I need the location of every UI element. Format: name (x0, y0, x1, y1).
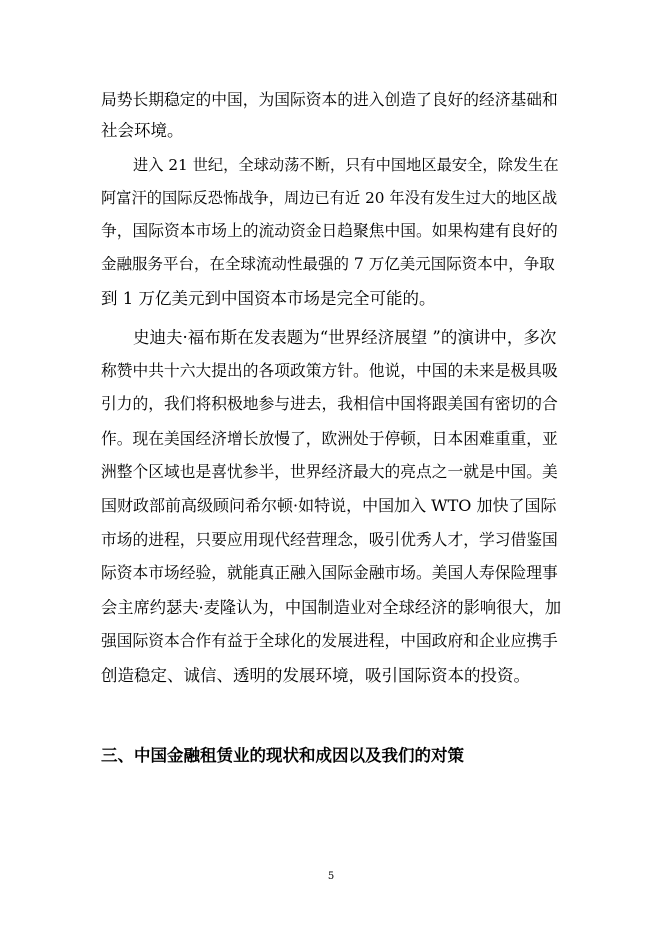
paragraph1-line-2: 社会环境。 (101, 121, 184, 140)
page-number: 5 (327, 871, 335, 882)
paragraph2-line-3: 争，国际资本市场上的流动资金日趋聚焦中国。如果构建有良好的 (101, 221, 558, 240)
paragraph2-line-5: 到 1 万亿美元到中国资本市场是完全可能的。 (101, 289, 436, 308)
paragraph2-line-4: 金融服务平台，在全球流动性最强的 7 万亿美元国际资本中，争取 (101, 255, 555, 273)
paragraph3-line-4: 作。现在美国经济增长放慢了，欧洲处于停顿，日本困难重重，亚 (101, 429, 558, 448)
paragraph3-line-1: 史迪夫·福布斯在发表题为“世界经济展望 ”的演讲中，多次 (133, 328, 557, 347)
paragraph3-line-7: 市场的进程，只要应用现代经营理念，吸引优秀人才，学习借鉴国 (101, 530, 558, 549)
paragraph3-line-6: 国财政部前高级顾问希尔顿·如特说，中国加入 WTO 加快了国际 (101, 496, 557, 515)
paragraph3-line-11: 创造稳定、诚信、透明的发展环境，吸引国际资本的投资。 (101, 666, 530, 685)
paragraph3-line-9: 会主席约瑟夫·麦隆认为，中国制造业对全球经济的影响很大，加 (101, 598, 562, 617)
paragraph3-line-8: 际资本市场经验，就能真正融入国际金融市场。美国人寿保险理事 (101, 563, 558, 582)
paragraph3-line-10: 强国际资本合作有益于全球化的发展进程，中国政府和企业应携手 (101, 631, 558, 650)
paragraph3-line-5: 洲整个区域也是喜忧参半，世界经济最大的亮点之一就是中国。美 (101, 462, 558, 481)
paragraph2-line-1: 进入 21 世纪，全球动荡不断，只有中国地区最安全，除发生在 (133, 156, 559, 174)
paragraph3-line-3: 引力的，我们将积极地参与进去，我相信中国将跟美国有密切的合 (101, 394, 558, 413)
paragraph3-line-2: 称赞中共十六大提出的各项政策方针。他说，中国的未来是极具吸 (101, 361, 558, 380)
section-heading: 三、中国金融租赁业的现状和成因以及我们的对策 (101, 746, 464, 765)
paragraph2-line-2: 阿富汗的国际反恐怖战争，周边已有近 20 年没有发生过大的地区战 (101, 189, 558, 207)
paragraph1-line-1: 局势长期稳定的中国，为国际资本的进入创造了良好的经济基础和 (101, 90, 558, 109)
